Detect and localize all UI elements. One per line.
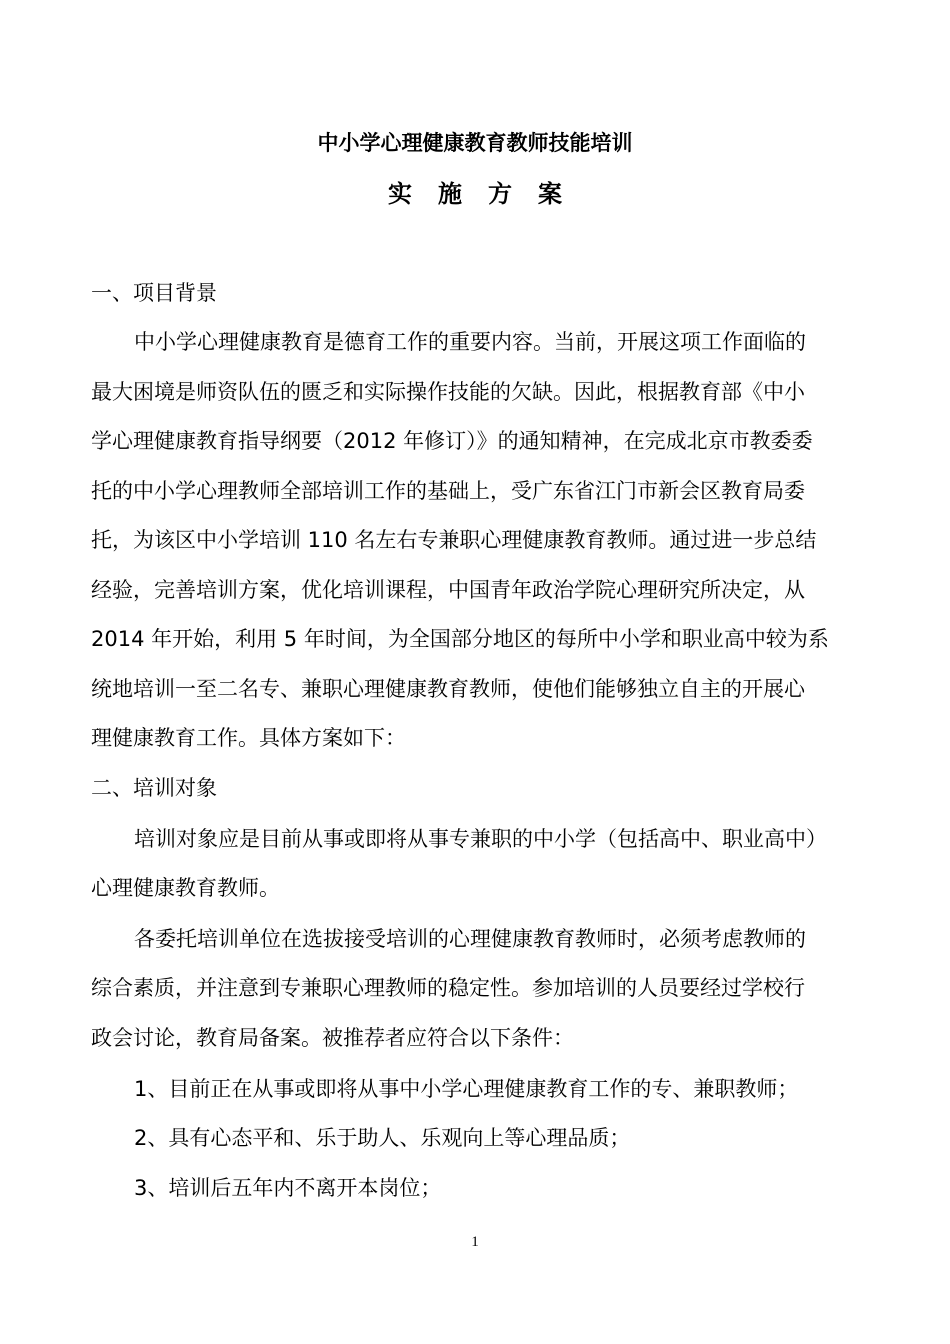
- paragraph-line: 政会讨论，教育局备案。被推荐者应符合以下条件：: [91, 1026, 574, 1050]
- paragraph-line: 理健康教育工作。具体方案如下：: [91, 726, 406, 750]
- paragraph-line: 统地培训一至二名专、兼职心理健康教育教师，使他们能够独立自主的开展心: [91, 677, 805, 701]
- document-subtitle: 实施方案: [388, 180, 588, 208]
- requirement-item: 2、具有心态平和、乐于助人、乐观向上等心理品质；: [134, 1126, 631, 1150]
- paragraph-line: 培训对象应是目前从事或即将从事专兼职的中小学（包括高中、职业高中）: [134, 827, 827, 851]
- paragraph-line: 各委托培训单位在选拔接受培训的心理健康教育教师时，必须考虑教师的: [134, 927, 806, 951]
- paragraph-line: 中小学心理健康教育是德育工作的重要内容。当前，开展这项工作面临的: [134, 330, 806, 354]
- paragraph-line: 最大困境是师资队伍的匮乏和实际操作技能的欠缺。因此，根据教育部《中小: [91, 380, 805, 404]
- paragraph-line: 学心理健康教育指导纲要（2012 年修订）》的通知精神，在完成北京市教委委: [91, 429, 813, 453]
- requirement-item: 3、培训后五年内不离开本岗位；: [134, 1176, 442, 1200]
- paragraph-line: 心理健康教育教师。: [91, 876, 280, 900]
- paragraph-line: 经验，完善培训方案，优化培训课程，中国青年政治学院心理研究所决定，从: [91, 578, 805, 602]
- document-title: 中小学心理健康教育教师技能培训: [317, 131, 633, 155]
- paragraph-line: 2014 年开始，利用 5 年时间，为全国部分地区的每所中小学和职业高中较为系: [91, 627, 829, 651]
- section-heading-background: 一、项目背景: [91, 281, 217, 305]
- paragraph-line: 综合素质，并注意到专兼职心理教师的稳定性。参加培训的人员要经过学校行: [91, 976, 805, 1000]
- paragraph-line: 托的中小学心理教师全部培训工作的基础上，受广东省江门市新会区教育局委: [91, 479, 805, 503]
- section-heading-trainees: 二、培训对象: [91, 776, 217, 800]
- page-number: 1: [471, 1234, 479, 1250]
- paragraph-line: 托，为该区中小学培训 110 名左右专兼职心理健康教育教师。通过进一步总结: [91, 528, 817, 552]
- requirement-item: 1、目前正在从事或即将从事中小学心理健康教育工作的专、兼职教师；: [134, 1077, 799, 1101]
